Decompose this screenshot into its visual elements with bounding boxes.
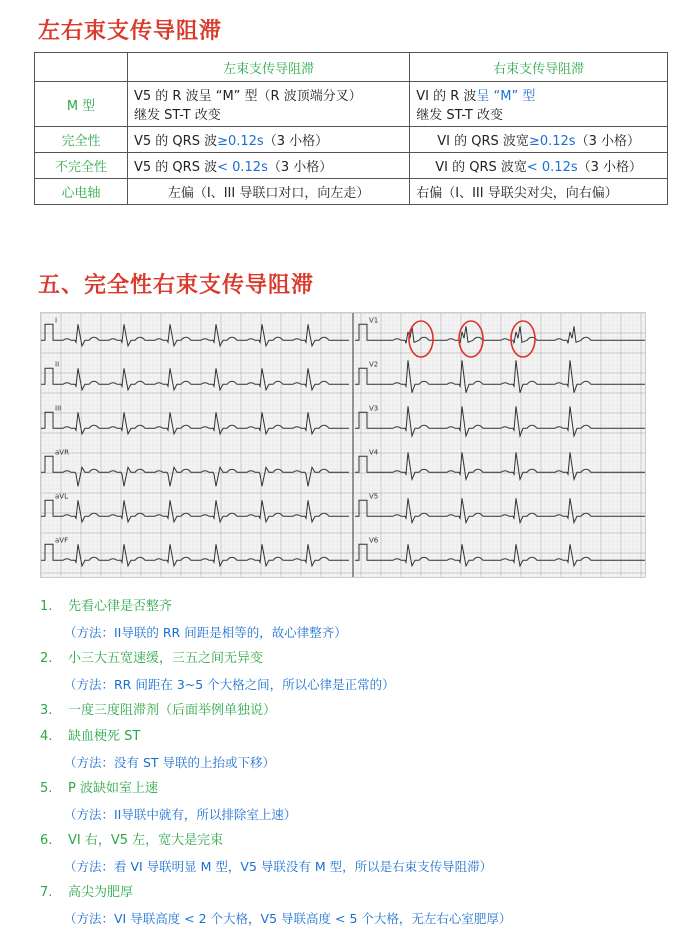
note-text: 先看心律是否整齐 [68, 599, 173, 614]
analysis-notes [40, 594, 670, 932]
lead-label: V3 [369, 404, 379, 413]
cell-text: （3 小格） [263, 134, 329, 149]
note-text: 缺血梗死 ST [68, 729, 141, 744]
note-method: （方法：没有 ST 导联的上抬或下移） [64, 755, 276, 770]
note-method: （方法：RR 间距在 3~5 个大格之间，所以心律是正常的） [64, 677, 395, 692]
lead-label: II [55, 360, 60, 369]
note-text: 一度三度阻滞剂（后面举例单独说） [68, 703, 277, 718]
note-number: 2. [40, 651, 53, 666]
note-number: 7. [40, 885, 53, 900]
highlight-text: ≥0.12s [217, 134, 264, 149]
note-item [40, 776, 670, 802]
header-left-bundle: 左束支传导阻滞 [128, 53, 410, 82]
highlight-circle [459, 321, 483, 357]
note-method: （方法：II导联的 RR 间距是相等的，故心律整齐） [64, 625, 347, 640]
cell-right-m-type [410, 82, 668, 127]
cell-text: V5 的 QRS 波 [134, 134, 218, 149]
cell-text: VI 的 QRS 波宽 [435, 160, 527, 175]
cell-text: VI 的 R 波 [416, 89, 477, 104]
cell-line: V5 的 R 波呈 “M” 型（R 波顶端分叉） [134, 89, 362, 104]
cell-line: 继发 ST-T 改变 [134, 108, 221, 123]
table-row [35, 82, 668, 127]
table-row [35, 127, 668, 153]
cell-text: （3 小格） [575, 134, 640, 149]
highlight-text: 呈 “M” 型 [476, 89, 536, 104]
note-text: VI 右，V5 左，宽大是完束 [68, 833, 224, 848]
note-text: P 波缺如室上速 [68, 781, 158, 796]
note-item [40, 724, 670, 750]
note-item [40, 698, 670, 724]
note-item [40, 828, 670, 854]
cell-text: VI 的 QRS 波宽 [437, 134, 529, 149]
note-number: 3. [40, 703, 53, 718]
cell-text: （3 小格） [577, 160, 643, 175]
table-row [35, 153, 668, 179]
header-right-bundle: 右束支传导阻滞 [410, 53, 668, 82]
table-row [35, 179, 668, 205]
comparison-table [34, 52, 668, 205]
cell-left-complete [128, 127, 410, 153]
row-label-m-type: M 型 [35, 82, 128, 127]
highlight-text: < 0.12s [526, 160, 578, 175]
lead-label: V5 [369, 492, 379, 501]
note-number: 6. [40, 833, 53, 848]
note-item [40, 594, 670, 620]
cell-text: （3 小格） [267, 160, 333, 175]
table-corner [35, 53, 128, 82]
lead-label: aVL [55, 492, 68, 501]
note-method: （方法：VI 导联高度 < 2 个大格，V5 导联高度 < 5 个大格，无左右心室肥厚） [64, 911, 512, 926]
cell-line: 继发 ST-T 改变 [416, 108, 503, 123]
note-text: 高尖为肥厚 [68, 885, 134, 900]
cell-line [416, 85, 661, 104]
table-header-row [35, 53, 668, 82]
lead-label: V2 [369, 360, 379, 369]
section-title: 左右束支传导阻滞 [38, 19, 223, 44]
cell-right-incomplete [410, 153, 668, 179]
note-number: 1. [40, 599, 53, 614]
note-text: 小三大五宽速缓，三五之间无异变 [68, 651, 264, 666]
note-number: 5. [40, 781, 53, 796]
note-method: （方法：看 VI 导联明显 M 型，V5 导联没有 M 型，所以是右束支传导阻滞） [64, 859, 493, 874]
lead-label: V4 [369, 448, 379, 457]
cell-right-complete [410, 127, 668, 153]
note-number: 4. [40, 729, 53, 744]
cell-left-m-type [128, 82, 410, 127]
section-title-rbbb: 五、完全性右束支传导阻滞 [38, 273, 315, 298]
cell-left-incomplete [128, 153, 410, 179]
note-item [40, 646, 670, 672]
row-label-incomplete: 不完全性 [35, 153, 128, 179]
note-item [40, 880, 670, 906]
note-method: （方法：II导联中就有，所以排除室上速） [64, 807, 297, 822]
lead-label: V1 [369, 316, 379, 325]
row-label-complete: 完全性 [35, 127, 128, 153]
lead-label: III [55, 404, 62, 413]
cell-right-axis: 右偏（I、III 导联尖对尖，向右偏） [410, 179, 668, 205]
lead-label: aVF [55, 536, 69, 545]
ecg-tracing [41, 313, 645, 577]
highlight-text: ≥0.12s [528, 134, 576, 149]
lead-label: I [55, 316, 58, 325]
cell-text: V5 的 QRS 波 [134, 160, 218, 175]
ecg-image [40, 312, 646, 578]
lead-label: aVR [55, 448, 69, 457]
lead-label: V6 [369, 536, 379, 545]
cell-left-axis: 左偏（I、III 导联口对口，向左走） [128, 179, 410, 205]
highlight-text: < 0.12s [217, 160, 268, 175]
row-label-axis: 心电轴 [35, 179, 128, 205]
